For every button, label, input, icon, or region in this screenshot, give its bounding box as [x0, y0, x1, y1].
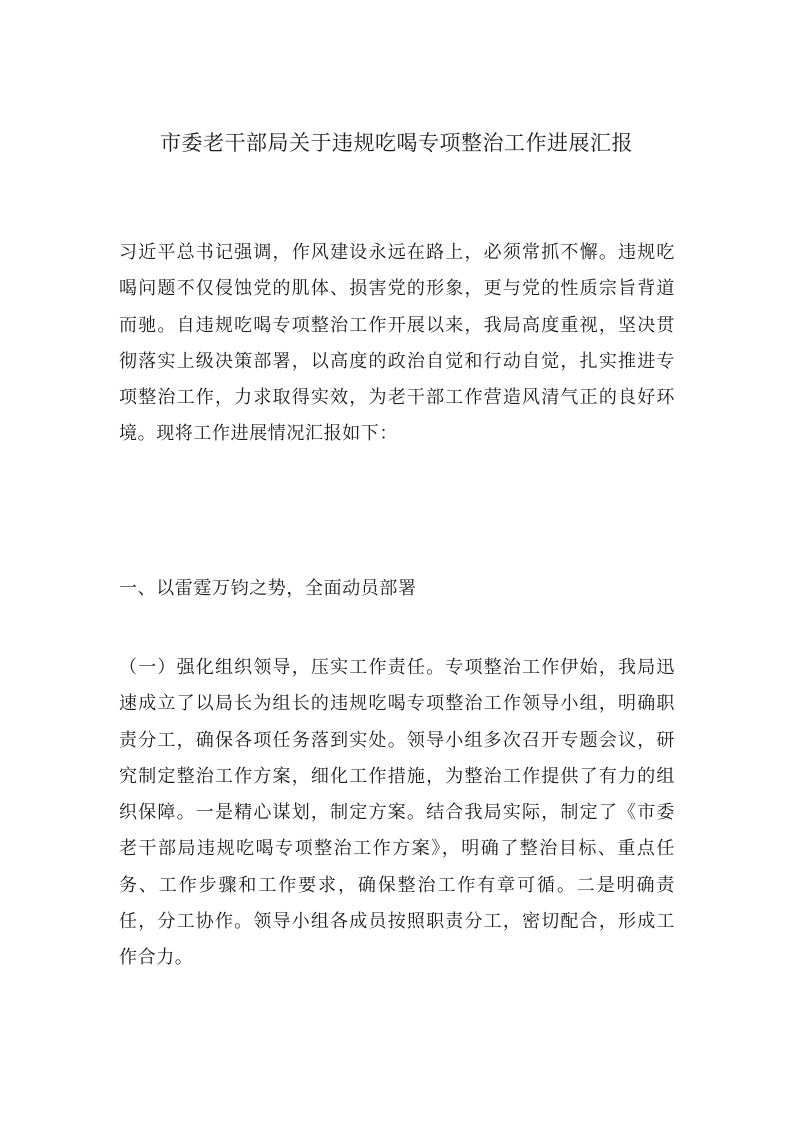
document-title: 市委老干部局关于违规吃喝专项整治工作进展汇报: [160, 131, 633, 155]
intro-paragraph: 习近平总书记强调，作风建设永远在路上，必须常抓不懈。违规吃喝问题不仅侵蚀党的肌体、损害党的形象，更与党的性质宗旨背道而驰。自违规吃喝专项整治工作开展以来，我局高度重视，坚决贯彻落实上级决策部署，以高度的政治自觉和行动自觉，扎实推进专项整治工作，力求取得实效，为老干部工作营造风清气正的良好环境。现将工作进展情况汇报如下：: [119, 242, 675, 445]
section-paragraph: （一）强化组织领导，压实工作责任。专项整治工作伊始，我局迅速成立了以局长为组长的违规吃喝专项整治工作领导小组，明确职责分工，确保各项任务落到实处。领导小组多次召开专题会议，研究制定整治工作方案，细化工作措施，为整治工作提供了有力的组织保障。一是精心谋划，制定方案。结合我局实际，制定了《市委老干部局违规吃喝专项整治工作方案》，明确了整治目标、重点任务、工作步骤和工作要求，确保整治工作有章可循。二是明确责任，分工协作。领导小组各成员按照职责分工，密切配合，形成工作合力。: [119, 657, 675, 969]
section-heading: 一、以雷霆万钧之势，全面动员部署: [119, 578, 417, 599]
